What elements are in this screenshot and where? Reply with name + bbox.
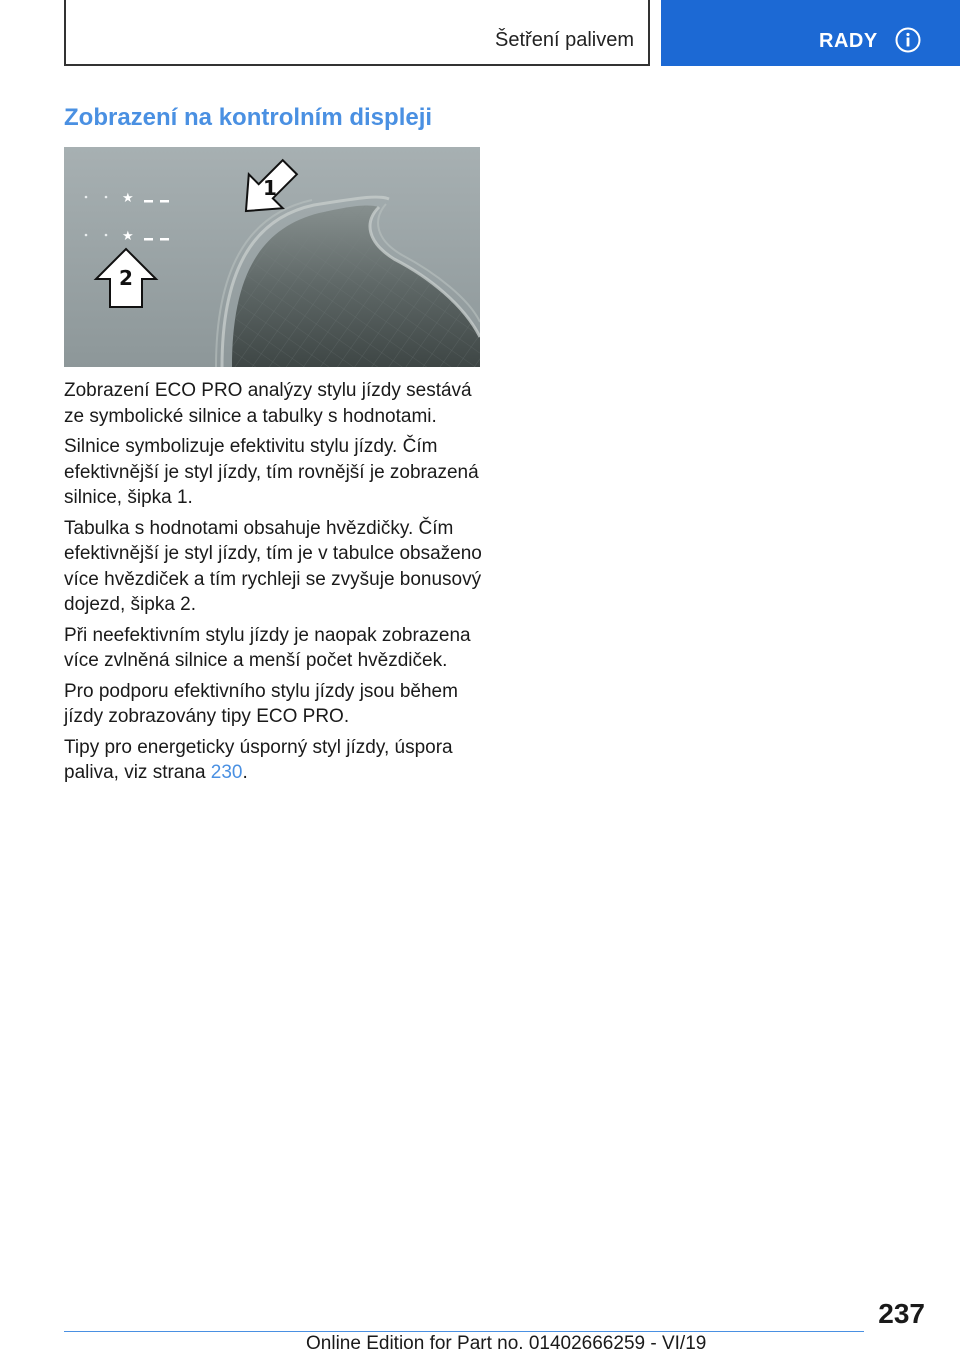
svg-text:★: ★ <box>122 229 134 244</box>
paragraph: Tabulka s hodnotami obsahuje hvězdičky. Čím efektivnější je styl jízdy, tím je v tabulce obsaženo více hvězdiček a tím rychleji se zvyšuje bonusový dojezd, šipka 2. <box>64 517 482 615</box>
paragraph: Pro podporu efektivního stylu jízdy jsou během jízdy zobrazovány tipy ECO PRO. <box>64 680 458 727</box>
section-tab-rady[interactable] <box>661 0 960 66</box>
paragraph: Při neefektivním stylu jízdy je naopak zobrazena více zvlněná silnice a menší počet hvězdiček. <box>64 624 471 671</box>
arrow-2-label: 2 <box>119 266 133 290</box>
section-title: Zobrazení na kontrolním displeji <box>64 104 433 131</box>
edition-info: Online Edition for Part no. 01402666259 - VI/19 <box>306 1333 707 1354</box>
paragraph: Silnice symbolizuje efektivitu stylu jízdy. Čím efektivnější je styl jízdy, tím rovnější je zobrazená silnice, šipka 1. <box>64 436 479 508</box>
eco-pro-illustration <box>64 147 480 367</box>
chapter-header <box>64 0 650 66</box>
footer-divider <box>64 1331 864 1332</box>
chapter-title: Šetření palivem <box>495 29 634 51</box>
paragraph: Zobrazení ECO PRO analýzy stylu jízdy sestává ze symbolické silnice a tabulky s hodnotami. <box>64 380 472 427</box>
paragraph-reference: Tipy pro energeticky úsporný styl jízdy, úspora paliva, viz strana 230. <box>64 736 453 783</box>
svg-text:★: ★ <box>122 191 134 206</box>
tab-label: RADY <box>819 30 878 52</box>
page-reference-link[interactable]: 230 <box>210 762 243 783</box>
info-icon <box>895 27 921 53</box>
arrow-1-label: 1 <box>263 176 277 200</box>
page-number: 237 <box>878 1298 925 1329</box>
body-text <box>64 378 494 791</box>
eco-pro-display-figure <box>64 147 480 367</box>
